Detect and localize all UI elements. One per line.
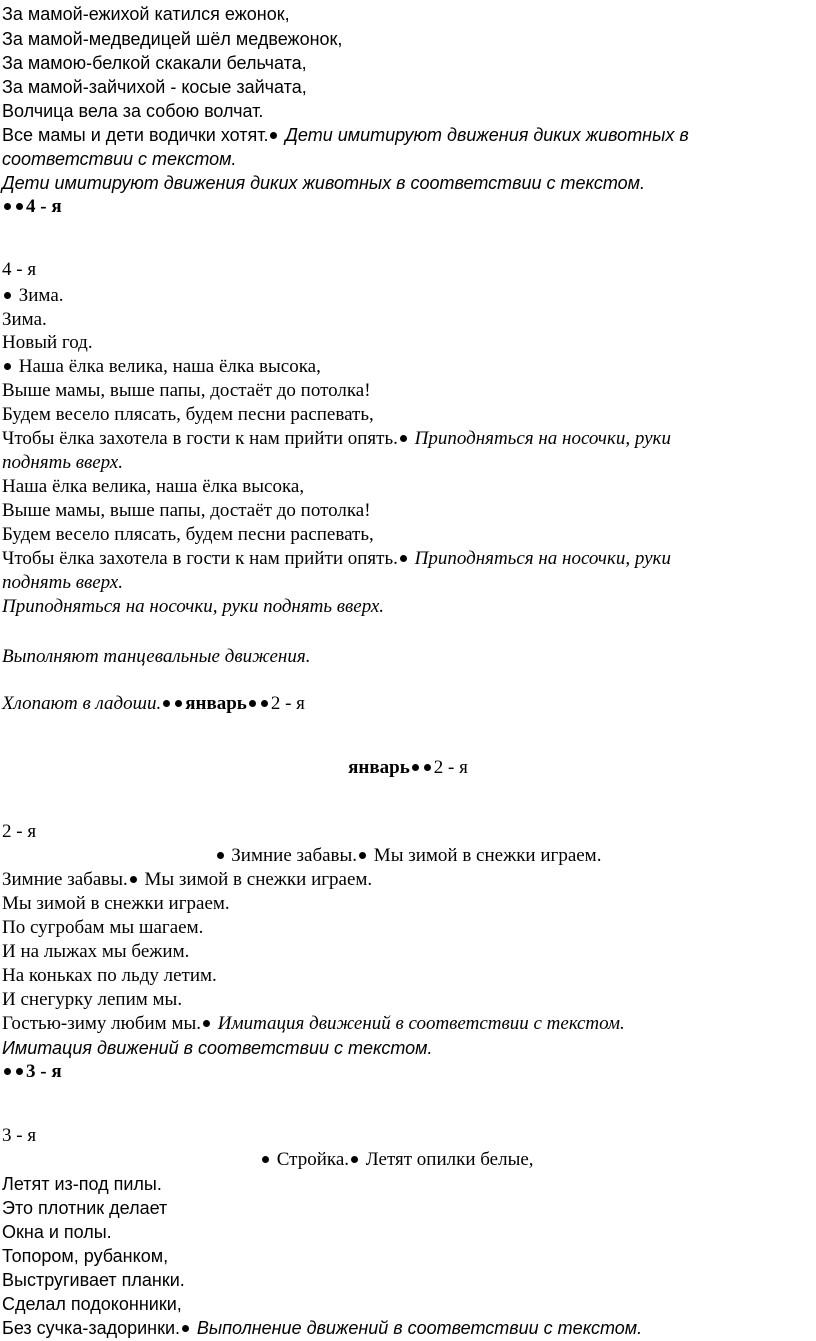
poem-text: Летят опилки белые,: [365, 1149, 534, 1170]
bullet-icon: [4, 363, 11, 370]
poem-line: Все мамы и дети водички хотят.: [2, 125, 269, 145]
bullet-icon: [270, 132, 277, 139]
movement-note: Приподняться на носочки, руки: [414, 548, 671, 569]
month-heading: [0, 756, 816, 780]
movement-note: соответствии с текстом.: [2, 149, 237, 169]
poem-line: Выстругивает планки.: [2, 1270, 185, 1290]
poem-line: Летят из-под пилы.: [2, 1174, 162, 1194]
week-label: 2 - я: [433, 757, 468, 778]
week-label: 4 - я: [26, 196, 62, 217]
bullet-icon: [359, 852, 366, 859]
poem-text: Чтобы ёлка захотела в гости к нам прийти опять.: [2, 428, 398, 449]
week-label: 3 - я: [26, 1061, 62, 1082]
subtopic-title: Новый год.: [2, 332, 93, 353]
bullet-icon: [217, 852, 224, 859]
bullet-icon: [400, 555, 407, 562]
movement-note: Приподняться на носочки, руки поднять вверх.: [2, 596, 385, 617]
bullet-icon: [351, 1156, 358, 1163]
movement-note: Выполняют танцевальные движения.: [2, 646, 311, 667]
bullet-icon: [424, 764, 431, 771]
poem-line: За мамой-ежихой катился ежонок,: [2, 4, 290, 24]
clap-line: [2, 692, 305, 716]
bullet-icon: [203, 1020, 210, 1027]
month-label: январь: [348, 757, 410, 778]
movement-note: поднять вверх.: [2, 572, 123, 593]
bullet-icon: [412, 764, 419, 771]
movement-note: Хлопают в ладоши.: [2, 693, 162, 714]
bullet-icon: [16, 203, 23, 210]
poem-line: Это плотник делает: [2, 1198, 168, 1218]
movement-note: Имитация движений в соответствии с текстом.: [217, 1013, 625, 1034]
bullet-icon: [163, 700, 170, 707]
poem-text: Чтобы ёлка захотела в гости к нам прийти опять.: [2, 548, 398, 569]
poem-line: Топором, рубанком,: [2, 1246, 169, 1266]
topic-title: Зима.: [2, 309, 47, 330]
week-marker: [2, 1060, 62, 1084]
bullet-icon: [4, 203, 11, 210]
poem-line: За мамой-медведицей шёл медвежонок,: [2, 29, 343, 49]
bullet-icon: [400, 435, 407, 442]
poem-line-with-note: [2, 547, 671, 571]
poem-line: За мамой-зайчихой - косые зайчата,: [2, 77, 307, 97]
poem-line: Окна и полы.: [2, 1222, 112, 1242]
poem-text: Без сучка-задоринки.: [2, 1318, 181, 1338]
poem-text: Гостью-зиму любим мы.: [2, 1013, 201, 1034]
topic-line: [0, 844, 816, 868]
week-label: 4 - я: [2, 259, 37, 280]
poem-line-with-note: [2, 123, 689, 147]
bullet-icon: [175, 700, 182, 707]
bullet-icon: [182, 1325, 189, 1332]
week-label: 2 - я: [2, 821, 37, 842]
bullet-icon: [249, 700, 256, 707]
poem-line: Выше мамы, выше папы, достаёт до потолка!: [2, 500, 371, 521]
poem-line-with-note: [2, 1012, 625, 1036]
topic-title: Стройка.: [276, 1149, 350, 1170]
week-marker: [2, 195, 62, 219]
poem-line: Мы зимой в снежки играем.: [2, 893, 230, 914]
week-label: 3 - я: [2, 1125, 37, 1146]
poem-line: Наша ёлка велика, наша ёлка высока,: [2, 476, 305, 497]
poem-text: Мы зимой в снежки играем.: [144, 869, 373, 890]
poem-line: И снегурку лепим мы.: [2, 989, 183, 1010]
week-label: 2 - я: [270, 693, 305, 714]
movement-note: Приподняться на носочки, руки: [414, 428, 671, 449]
topic-line: [2, 284, 64, 308]
movement-note: Имитация движений в соответствии с текстом.: [2, 1038, 433, 1058]
month-label: январь: [185, 693, 247, 714]
poem-line-with-note: [2, 1316, 642, 1340]
poem-line: Будем весело плясать, будем песни распевать,: [2, 524, 374, 545]
bullet-icon: [4, 1068, 11, 1075]
topic-line: [260, 1148, 534, 1172]
topic-title: Зимние забавы.: [2, 869, 128, 890]
movement-note: поднять вверх.: [2, 452, 123, 473]
movement-note: Дети имитируют движения диких животных в: [285, 125, 689, 145]
poem-text: Наша ёлка велика, наша ёлка высока,: [18, 356, 321, 377]
bullet-icon: [4, 292, 11, 299]
poem-line: И на лыжах мы бежим.: [2, 941, 190, 962]
movement-note: Дети имитируют движения диких животных в соответствии с текстом.: [2, 173, 645, 193]
movement-note: Выполнение движений в соответствии с текстом.: [196, 1318, 643, 1338]
bullet-icon: [261, 700, 268, 707]
poem-line-with-note: [2, 427, 671, 451]
bullet-icon: [130, 876, 137, 883]
poem-line: По сугробам мы шагаем.: [2, 917, 204, 938]
bullet-icon: [16, 1068, 23, 1075]
poem-line: Волчица вела за собою волчат.: [2, 101, 264, 121]
poem-line: Выше мамы, выше папы, достаёт до потолка!: [2, 380, 371, 401]
poem-line: Будем весело плясать, будем песни распевать,: [2, 404, 374, 425]
poem-line: За мамою-белкой скакали бельчата,: [2, 53, 307, 73]
topic-line: [2, 868, 372, 892]
bullet-icon: [262, 1156, 269, 1163]
topic-title: Зима.: [18, 285, 64, 306]
topic-title: Зимние забавы.: [231, 845, 358, 866]
poem-text: Мы зимой в снежки играем.: [373, 845, 602, 866]
poem-line: [2, 355, 321, 379]
poem-line: На коньках по льду летим.: [2, 965, 217, 986]
poem-line: Сделал подоконники,: [2, 1294, 182, 1314]
